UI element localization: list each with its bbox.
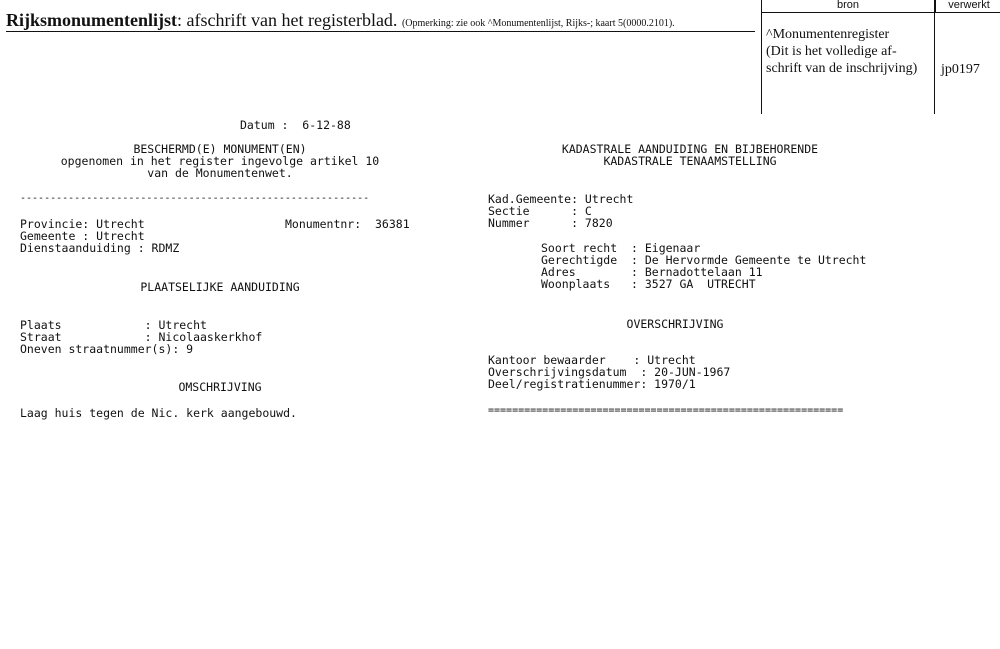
right-heading-1: KADASTRALE AANDUIDING EN BIJBEHORENDE [561, 142, 819, 156]
plaatselijke-heading: PLAATSELIJKE AANDUIDING [140, 280, 300, 294]
bron-line-2: (Dit is het volledige af- [766, 44, 897, 59]
header-underline [6, 31, 755, 32]
verwerkt-header: verwerkt [935, 0, 1000, 13]
plaats: Plaats : Utrecht [20, 318, 207, 332]
adres: Adres : Bernadottelaan 11 [541, 265, 763, 279]
deel-registratienummer: Deel/registratienummer: 1970/1 [488, 377, 696, 391]
box-divider [934, 0, 935, 114]
title-note: (Opmerking: zie ook ^Monumentenlijst, Rijks-; kaart 5(0000.2101). [401, 18, 675, 29]
provincie: Provincie: Utrecht [20, 217, 145, 231]
omschrijving-heading: OMSCHRIJVING [178, 380, 262, 394]
overschrijvingsdatum: Overschrijvingsdatum : 20-JUN-1967 [488, 365, 731, 379]
omschrijving-text: Laag huis tegen de Nic. kerk aangebouwd. [20, 406, 297, 420]
verwerkt-value: jp0197 [941, 62, 980, 77]
bron-line-3: schrift van de inschrijving) [766, 61, 918, 76]
left-heading-3: van de Monumentenwet. [147, 166, 293, 180]
right-heading-2: KADASTRALE TENAAMSTELLING [603, 154, 777, 168]
straat: Straat : Nicolaaskerkhof [20, 330, 263, 344]
bron-line-1: ^Monumentenregister [766, 27, 890, 42]
nummer: Nummer : 7820 [488, 216, 613, 230]
monumentnr: Monumentnr: 36381 [285, 217, 410, 231]
bron-text [766, 26, 917, 77]
title-rest: : afschrift van het registerblad. [177, 10, 398, 30]
left-dashes: ---------------------------------------------------------- [20, 193, 370, 204]
left-heading-1: BESCHERMD(E) MONUMENT(EN) [133, 142, 307, 156]
dienstaanduiding: Dienstaanduiding : RDMZ [20, 241, 180, 255]
source-box [761, 0, 1000, 114]
sectie: Sectie : C [488, 204, 592, 218]
woonplaats: Woonplaats : 3527 GA UTRECHT [541, 277, 756, 291]
left-heading-2: opgenomen in het register ingevolge artikel 10 [60, 154, 380, 168]
soort-recht: Soort recht : Eigenaar [541, 241, 701, 255]
title-bold: Rijksmonumentenlijst [6, 10, 178, 30]
oneven-straatnummers: Oneven straatnummer(s): 9 [20, 342, 194, 356]
gemeente: Gemeente : Utrecht [20, 229, 145, 243]
kantoor-bewaarder: Kantoor bewaarder : Utrecht [488, 353, 696, 367]
document-title [6, 10, 675, 31]
overschrijving-heading: OVERSCHRIJVING [626, 317, 724, 331]
right-equals-line: =========================================================== [488, 405, 844, 416]
kad-gemeente: Kad.Gemeente: Utrecht [488, 192, 634, 206]
bron-header: bron [762, 0, 934, 13]
gerechtigde: Gerechtigde : De Hervormde Gemeente te Utrecht [541, 253, 867, 267]
datum: Datum : 6-12-88 [240, 118, 351, 132]
